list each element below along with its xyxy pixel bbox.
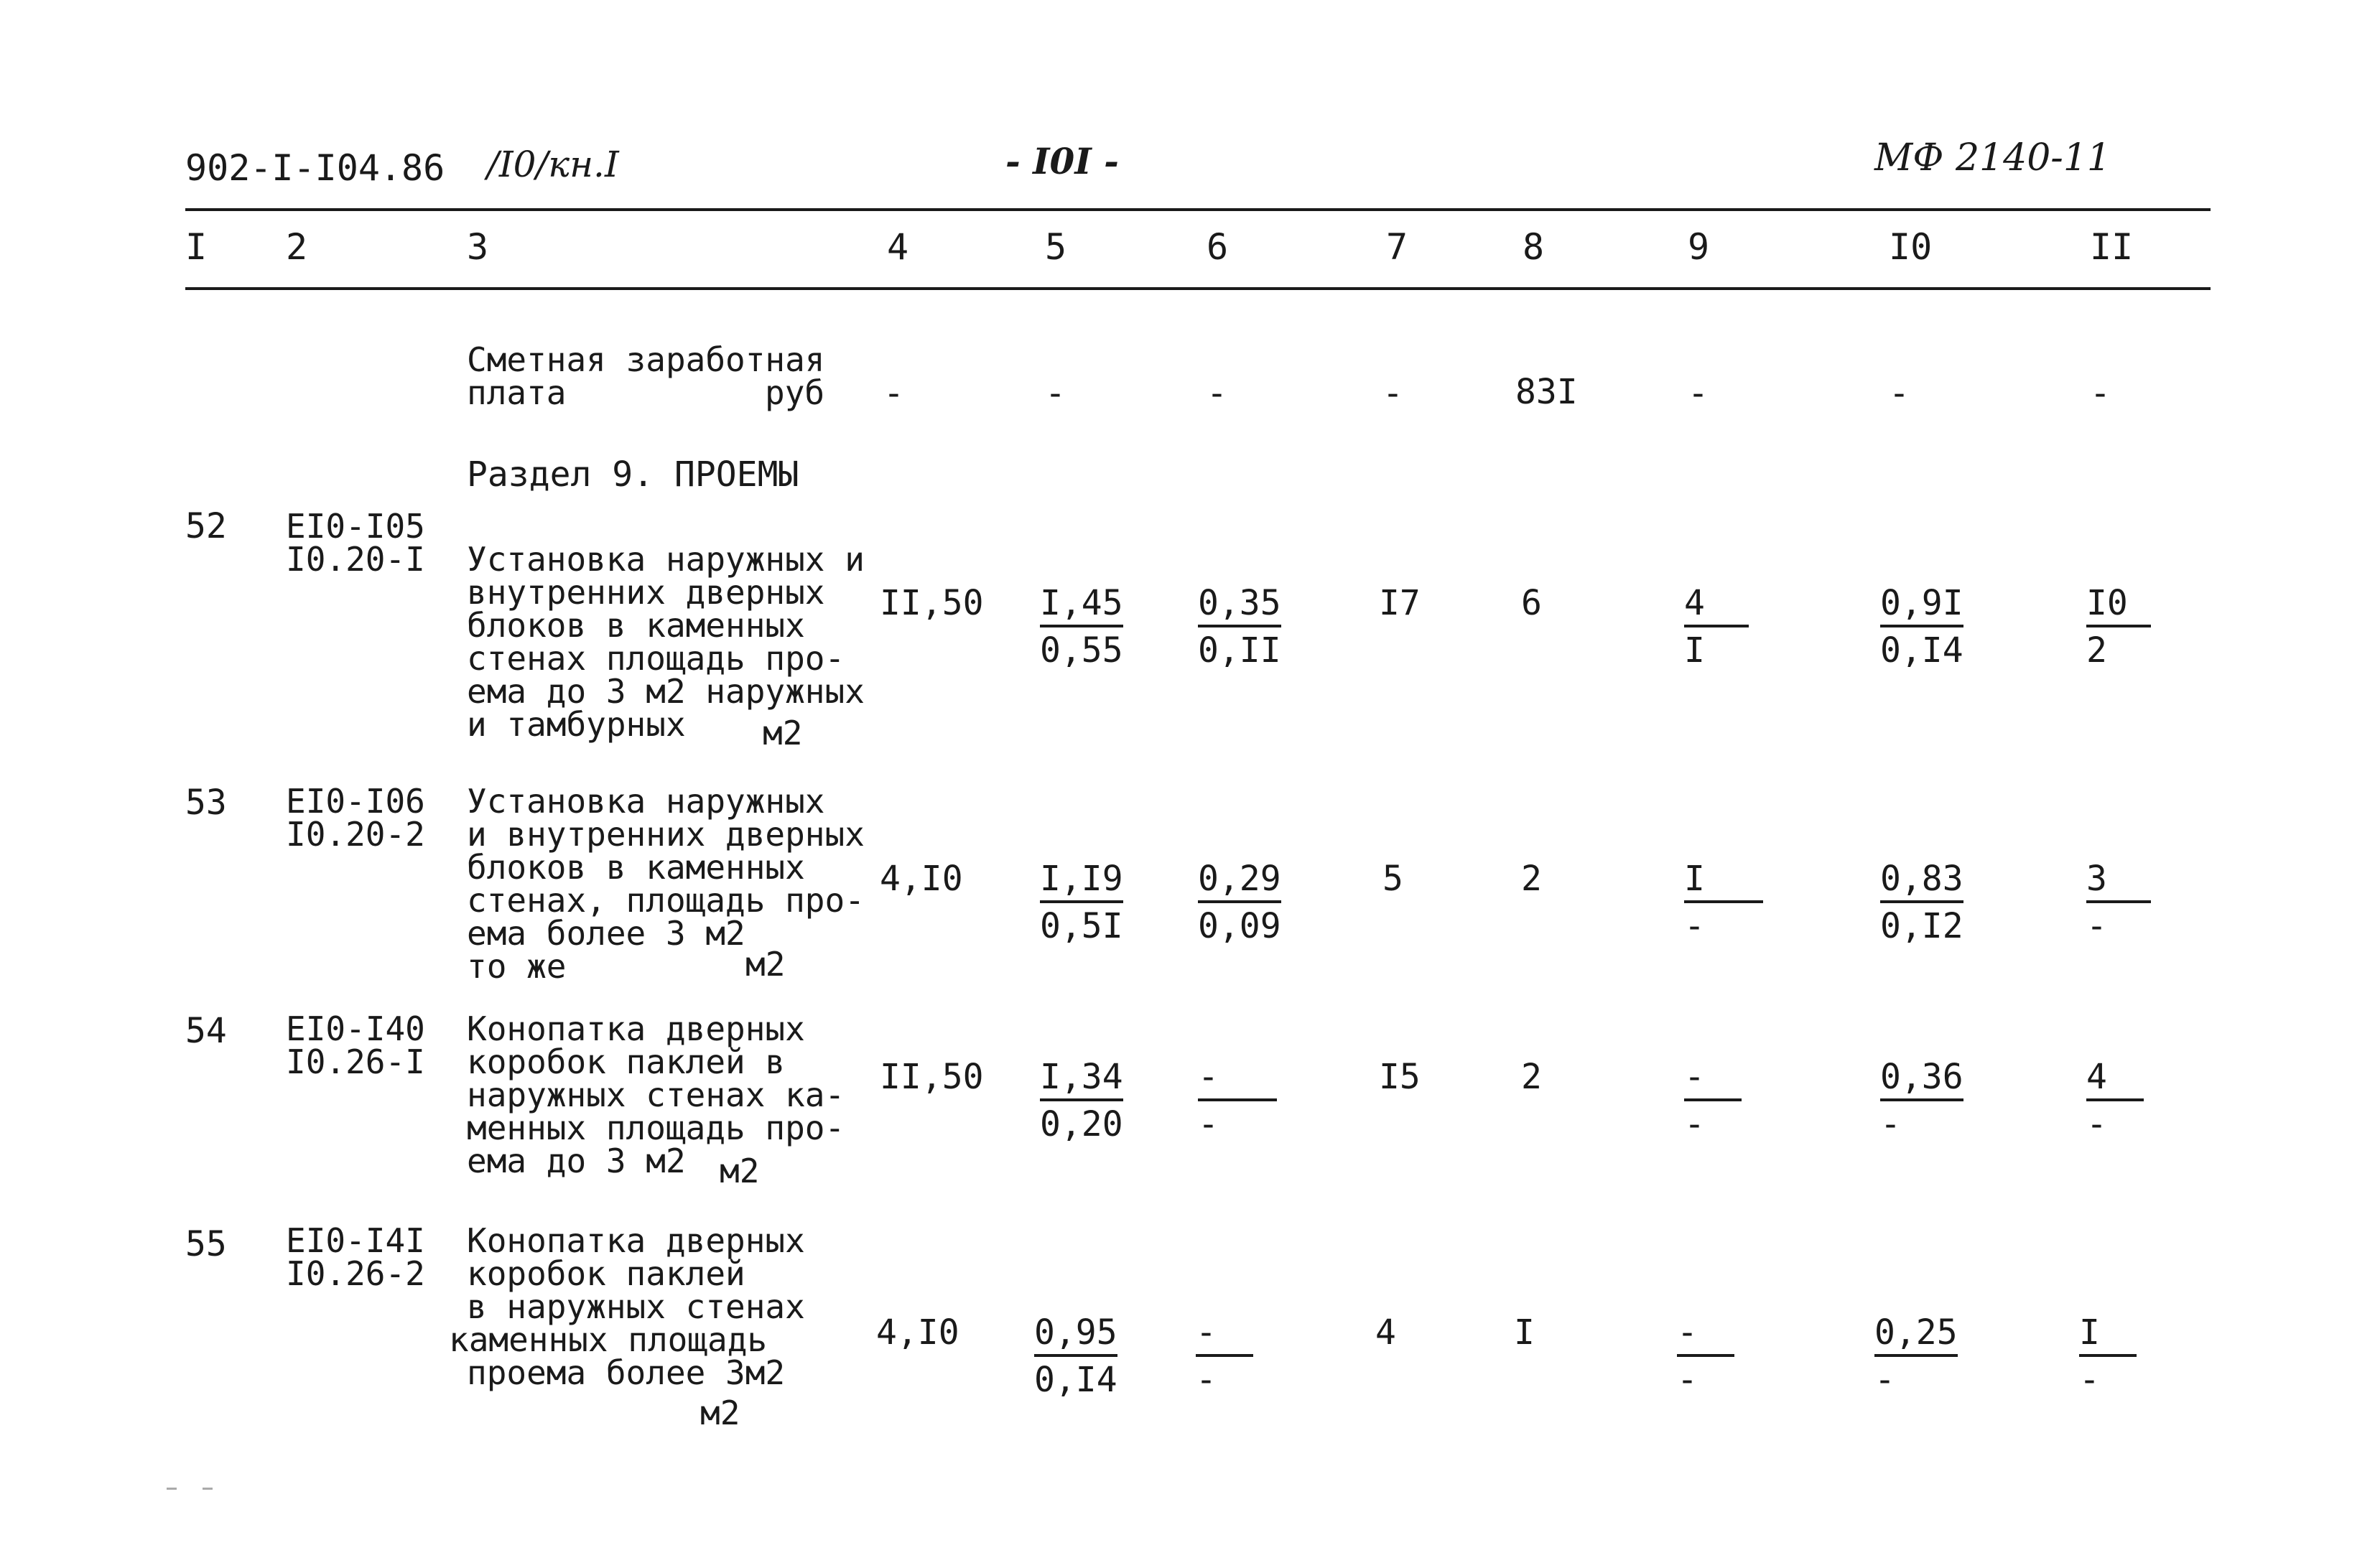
wage-label-line2: плата: [467, 373, 567, 412]
col-9-number: 9: [1688, 226, 1710, 268]
wage-col8: 83I: [1515, 372, 1578, 412]
row-col7: I7: [1379, 583, 1421, 623]
row-number: 55: [185, 1224, 227, 1264]
wage-col9: -: [1688, 373, 1709, 414]
col-8-number: 8: [1523, 226, 1545, 268]
row-code-secondary: I0.26-I: [286, 1042, 425, 1081]
doc-part: /I0/кн.I: [487, 144, 619, 185]
row-code-secondary: I0.20-I: [286, 540, 425, 579]
archive-stamp: МФ 2140-11: [1874, 136, 2111, 179]
row-col10: 0,36 -: [1880, 1057, 1963, 1144]
col-11-number: II: [2090, 226, 2134, 268]
row-code-primary: EI0-I40: [286, 1009, 425, 1048]
row-col9: I -: [1684, 859, 1763, 946]
row-description: Конопатка дверных коробок паклей в наружных стенах каменных площадь проема более 3м2: [449, 1221, 805, 1392]
col-5-number: 5: [1045, 226, 1067, 268]
row-col7: 5: [1382, 859, 1403, 899]
col-2-number: 2: [286, 226, 308, 268]
row-number: 54: [185, 1011, 227, 1051]
col-10-number: I0: [1889, 226, 1933, 268]
row-col8: I: [1514, 1312, 1535, 1353]
row-col7: 4: [1375, 1312, 1396, 1353]
row-col8: 2: [1521, 1057, 1542, 1097]
wage-label-line1: Сметная заработная: [467, 340, 825, 379]
row-col5: I,34 0,20: [1040, 1057, 1123, 1144]
header-rule-top: [185, 208, 2211, 211]
row-col6: - -: [1198, 1057, 1277, 1144]
row-code-primary: EI0-I4I: [286, 1221, 425, 1260]
col-6-number: 6: [1207, 226, 1229, 268]
row-number: 53: [185, 783, 227, 823]
row-unit: м2: [763, 714, 803, 752]
row-col9: - -: [1684, 1057, 1742, 1144]
header-rule-bottom: [185, 287, 2211, 290]
section-title: Раздел 9. ПРОЕМЫ: [467, 454, 799, 495]
row-col5: I,I9 0,5I: [1040, 859, 1123, 946]
row-unit: м2: [700, 1394, 740, 1432]
wage-col10: -: [1889, 373, 1910, 414]
page-number: - I0I -: [1005, 140, 1119, 182]
row-col6: 0,29 0,09: [1198, 859, 1281, 946]
row-description: Установка наружных и внутренних дверных блоков в каменных стенах площадь про- ема до 3 м2 наружных и тамбурных: [467, 540, 865, 744]
row-col10: 0,83 0,I2: [1880, 859, 1963, 946]
row-col11: I0 2: [2086, 583, 2151, 671]
wage-col4: -: [883, 373, 904, 414]
row-col10: 0,25 -: [1874, 1312, 1958, 1400]
row-col11: I -: [2079, 1312, 2137, 1400]
row-col5: I,45 0,55: [1040, 583, 1123, 671]
wage-col5: -: [1045, 373, 1066, 414]
row-col9: 4 I: [1684, 583, 1749, 671]
row-code-primary: EI0-I05: [286, 507, 425, 546]
row-col6: - -: [1196, 1312, 1253, 1400]
row-col11: 3 -: [2086, 859, 2151, 946]
row-col7: I5: [1379, 1057, 1421, 1097]
row-unit: м2: [745, 945, 786, 984]
row-code-secondary: I0.26-2: [286, 1254, 425, 1293]
row-col8: 6: [1521, 583, 1542, 623]
col-7-number: 7: [1386, 226, 1408, 268]
wage-unit: руб: [765, 373, 825, 412]
row-description: Установка наружных и внутренних дверных блоков в каменных стенах, площадь про- ема более 3 м2 то же: [467, 782, 865, 986]
col-4-number: 4: [887, 226, 909, 268]
row-code-primary: EI0-I06: [286, 782, 425, 821]
row-col4: II,50: [880, 583, 984, 623]
row-col4: II,50: [880, 1057, 984, 1097]
row-col5: 0,95 0,I4: [1034, 1312, 1117, 1400]
col-1-number: I: [185, 226, 208, 268]
row-code-secondary: I0.20-2: [286, 815, 425, 854]
row-col4: 4,I0: [880, 859, 963, 899]
row-col8: 2: [1521, 859, 1542, 899]
row-col4: 4,I0: [876, 1312, 959, 1353]
wage-col6: -: [1207, 373, 1227, 414]
scan-mark: [167, 1488, 177, 1490]
row-col11: 4 -: [2086, 1057, 2144, 1144]
row-description: Конопатка дверных коробок паклей в наружных стенах ка- менных площадь про- ема до 3 м2: [467, 1009, 845, 1180]
row-unit: м2: [720, 1152, 760, 1190]
row-number: 52: [185, 506, 227, 546]
scan-mark: [203, 1488, 213, 1490]
row-col10: 0,9I 0,I4: [1880, 583, 1963, 671]
wage-col7: -: [1382, 373, 1403, 414]
row-col9: - -: [1677, 1312, 1734, 1400]
wage-col11: -: [2090, 373, 2111, 414]
col-3-number: 3: [467, 226, 489, 268]
row-col6: 0,35 0,II: [1198, 583, 1281, 671]
doc-code: 902-I-I04.86: [185, 147, 445, 189]
